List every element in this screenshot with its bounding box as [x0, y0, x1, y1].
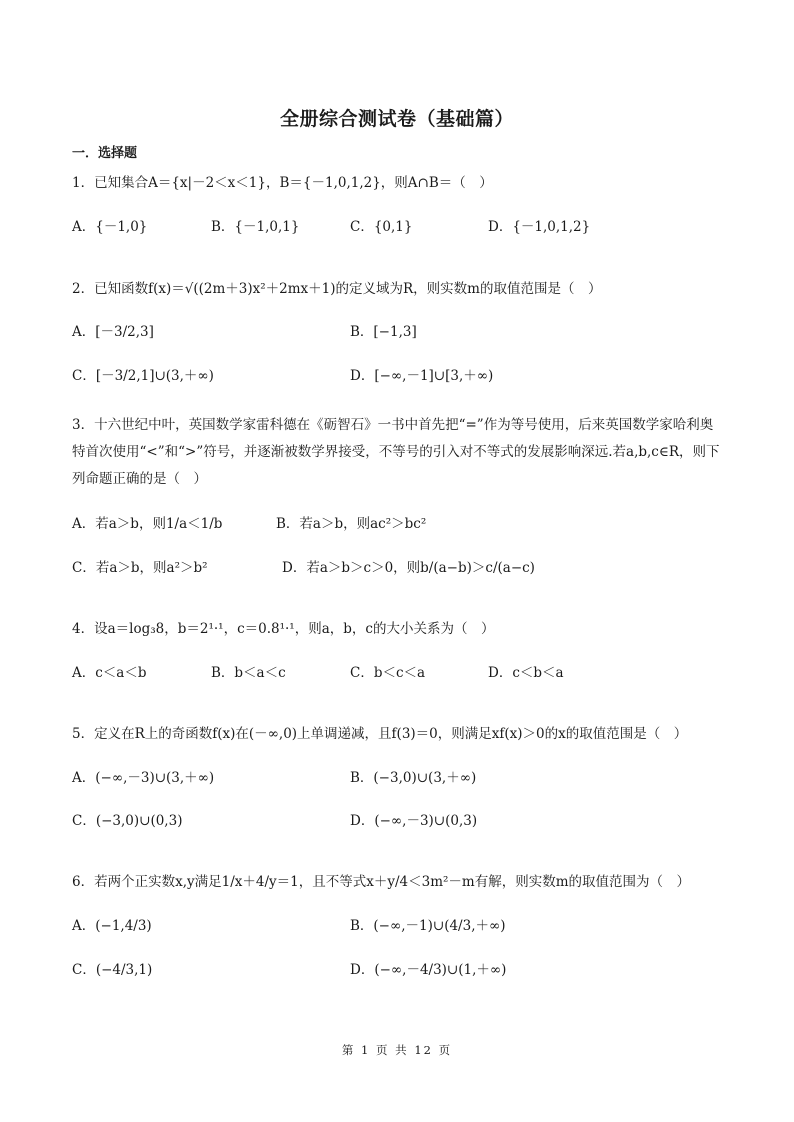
question-4-option-a: A．c＜a＜b — [72, 665, 147, 681]
question-3-option-a: A．若a＞b，则1/a＜1/b — [72, 516, 223, 532]
question-6-option-b: B．(−∞,－1)∪(4/3,＋∞) — [350, 918, 506, 934]
question-1-stem: 1．已知集合A＝{x|－2＜x＜1}，B＝{－1,0,1,2}，则A∩B＝（ ） — [72, 175, 493, 191]
question-4-option-d: D．c＜b＜a — [488, 665, 564, 681]
question-3-stem: 3．十六世纪中叶，英国数学家雷科德在《砺智石》一书中首先把“=”作为等号使用，后来英国数学家哈利奥特首次使用“<”和“>”符号，并逐渐被数学界接受，不等号的引入对不等式的发展影响深远.若a,b,c∈R，则下列命题正确的是（ ） — [72, 417, 720, 487]
section-heading: 一．选择题 — [72, 146, 138, 161]
question-6-stem: 6．若两个正实数x,y满足1/x＋4/y＝1，且不等式x＋y/4＜3m²－m有解，则实数m的取值范围为（ ） — [72, 874, 691, 890]
question-3-option-b: B．若a＞b，则ac²＞bc² — [276, 516, 427, 532]
question-4-option-b: B．b＜a＜c — [211, 665, 286, 681]
question-3-option-c: C．若a＞b，则a²＞b² — [72, 560, 208, 576]
question-6-option-a: A．(−1,4/3) — [72, 918, 152, 934]
question-2-option-a: A．[－3/2,3] — [72, 324, 154, 340]
question-6-option-c: C．(−4/3,1) — [72, 962, 153, 978]
question-4-stem: 4．设a＝log₃8，b＝2¹·¹，c＝0.8¹·¹，则a，b，c的大小关系为（ ） — [72, 621, 495, 637]
question-3-option-d: D．若a＞b＞c＞0，则b/(a−b)＞c/(a−c) — [282, 560, 535, 576]
question-5-option-b: B．(−3,0)∪(3,＋∞) — [350, 770, 477, 786]
question-5-option-a: A．(−∞,－3)∪(3,＋∞) — [72, 770, 215, 786]
page-footer: 第 1 页 共 12 页 — [341, 1043, 453, 1057]
question-5-stem: 5．定义在R上的奇函数f(x)在(－∞,0)上单调递减，且f(3)＝0，则满足xf(x)＞0的x的取值范围是（ ） — [72, 726, 688, 742]
question-5-option-d: D．(−∞,－3)∪(0,3) — [350, 813, 478, 829]
question-1-option-d: D．{－1,0,1,2} — [488, 219, 591, 235]
question-1-option-c: C．{0,1} — [350, 219, 413, 235]
question-1-option-a: A．{－1,0} — [72, 219, 148, 235]
question-5-option-c: C．(−3,0)∪(0,3) — [72, 813, 183, 829]
page-title: 全册综合测试卷（基础篇） — [279, 108, 514, 130]
question-4-option-c: C．b＜c＜a — [350, 665, 426, 681]
question-2-option-d: D．[−∞,－1]∪[3,＋∞) — [350, 368, 494, 384]
question-1-option-b: B．{－1,0,1} — [211, 219, 300, 235]
question-2-option-b: B．[−1,3] — [350, 324, 417, 340]
question-6-option-d: D．(−∞,－4/3)∪(1,＋∞) — [350, 962, 507, 978]
question-2-stem: 2．已知函数f(x)＝√((2m＋3)x²＋2mx＋1)的定义域为R，则实数m的取值范围是（ ） — [72, 281, 602, 297]
question-2-option-c: C．[－3/2,1]∪(3,＋∞) — [72, 368, 214, 384]
